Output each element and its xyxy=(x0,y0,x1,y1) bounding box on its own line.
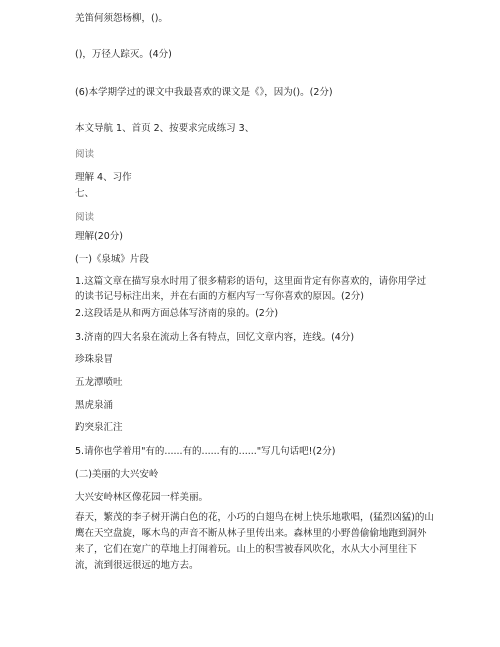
spring-option-3: 黑虎泉涌 xyxy=(75,400,114,411)
poem-line-2: ()，万径人踪灭。(4分) xyxy=(75,49,172,60)
section-seven-heading: 七、 xyxy=(75,188,95,199)
question-6: (6)本学期学过的课文中我最喜欢的课文是《》，因为()。(2分) xyxy=(75,87,333,98)
poem-line-1: 羌笛何须怨杨柳，()。 xyxy=(75,13,168,24)
comprehension-label: 理解(20分) xyxy=(75,231,124,242)
question-3: 3.济南的四大名泉在流动上各有特点，回忆文章内容，连线。(4分) xyxy=(75,332,355,343)
reading-label: 阅读 xyxy=(75,212,95,223)
passage-two-first-sentence: 大兴安岭林区像花园一样美丽。 xyxy=(75,492,209,503)
passage-one-title: (一)《泉城》片段 xyxy=(75,254,149,265)
nav-reading: 阅读 xyxy=(75,149,95,160)
passage-two-paragraph: 春天，繁茂的李子树开满白色的花，小巧的白翅鸟在树上快乐地歌唱，(猛烈凶猛)的山鹰在天空盘旋，啄木鸟的声音不断从林子里传出来。森林里的小野兽偷偷地跑到洞外来了，它们在宽广的草地上打闹着玩。山上的积雪被春风吹化，水从大小河里往下流，流到很远很远的地方去。 xyxy=(75,512,434,571)
spring-option-2: 五龙潭喷吐 xyxy=(75,377,123,388)
spring-option-4: 趵突泉汇注 xyxy=(75,422,123,433)
passage-two-title: (二)美丽的大兴安岭 xyxy=(75,469,159,480)
question-1: 1.这篇文章在描写泉水时用了很多精彩的语句，这里面肯定有你喜欢的，请你用学过的读书记号标注出来，并在右面的方框内写一写你喜欢的原因。(2分) xyxy=(75,276,427,302)
page-navigation: 本文导航 1、首页 2、按要求完成练习 3、 xyxy=(75,123,255,134)
question-5: 5.请你也学着用"有的......有的......有的......"写几句话吧!(2分) xyxy=(75,446,336,457)
spring-option-1: 珍珠泉冒 xyxy=(75,354,114,365)
nav-writing: 理解 4、习作 xyxy=(75,172,132,183)
question-2: 2.这段话是从和两方面总体写济南的泉的。(2分) xyxy=(75,308,279,319)
